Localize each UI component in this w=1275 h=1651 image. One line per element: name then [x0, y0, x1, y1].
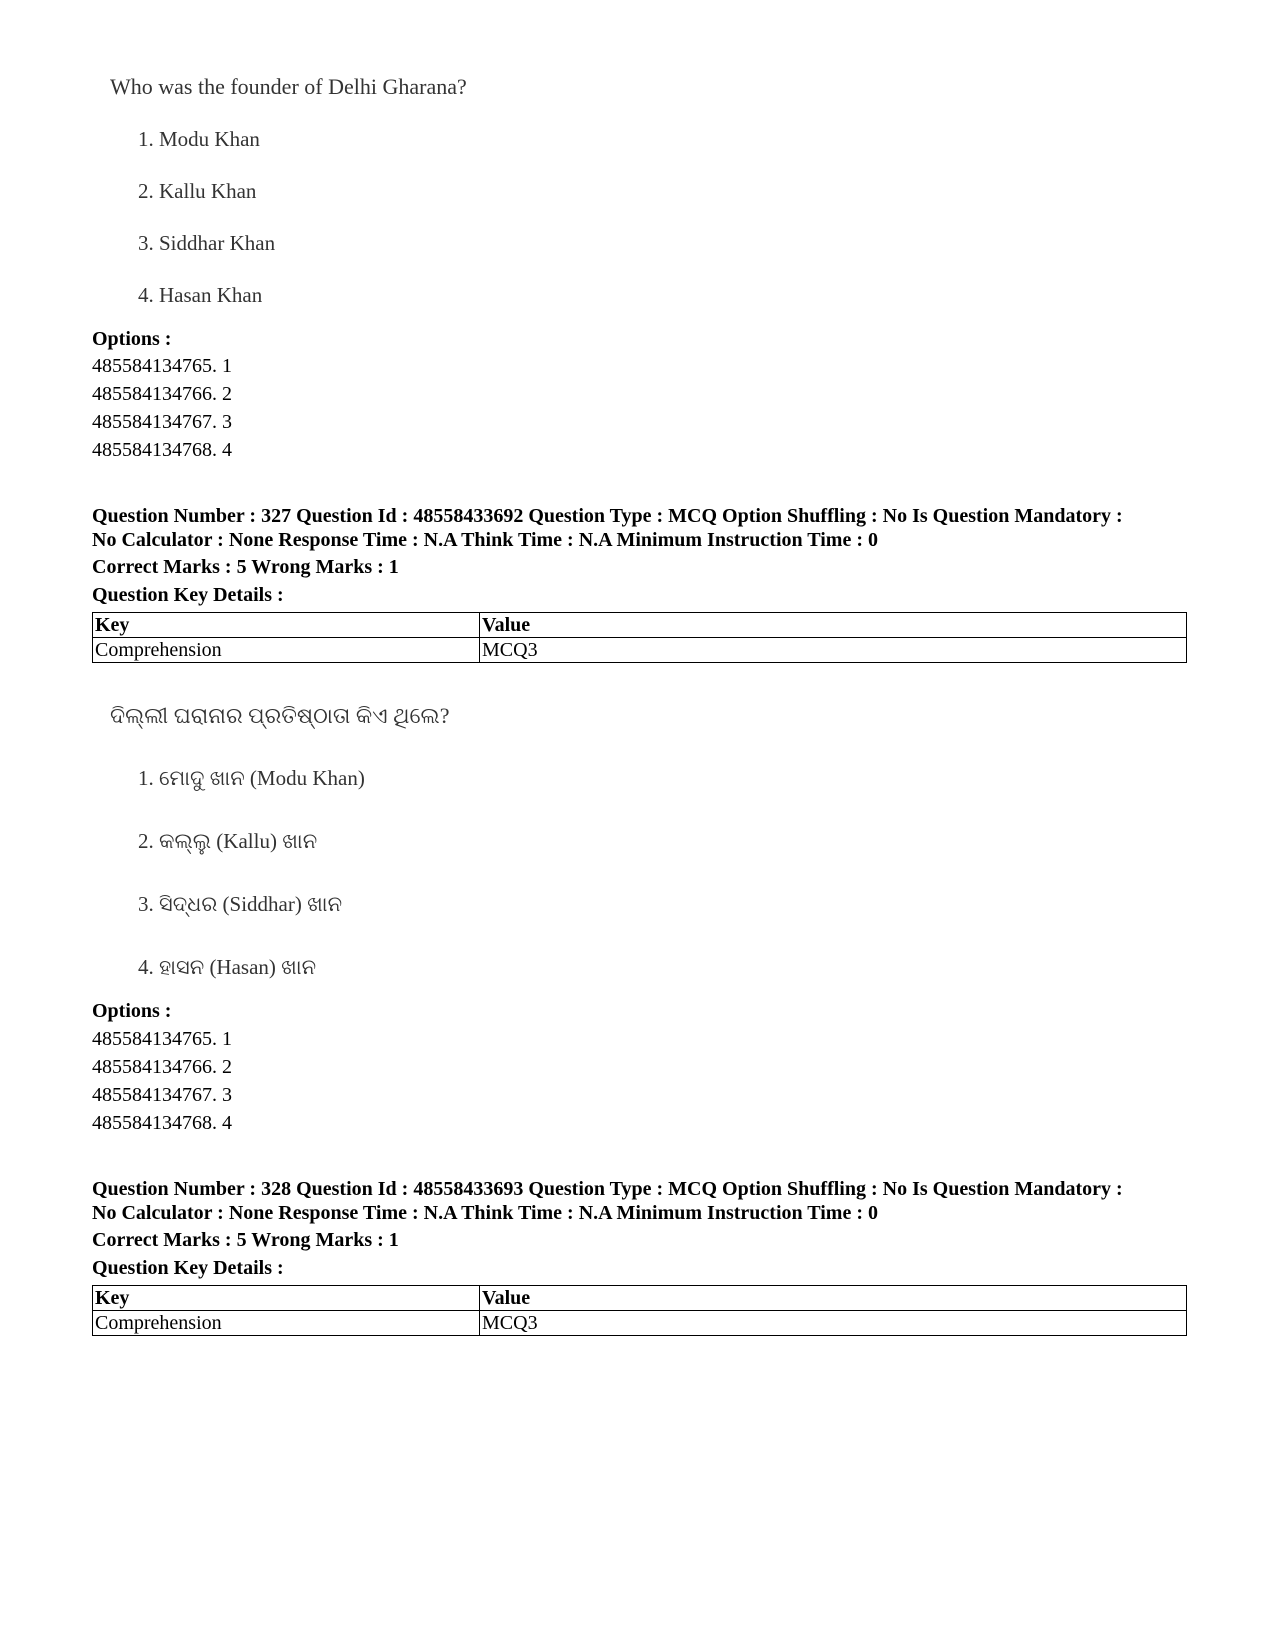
choice-2: 2. Kallu Khan [138, 179, 257, 203]
marks-327: Correct Marks : 5 Wrong Marks : 1 [92, 556, 399, 578]
key-cell: Comprehension [93, 638, 480, 663]
key-header: Key [93, 1286, 480, 1311]
key-details-label-328: Question Key Details : [92, 1257, 284, 1279]
choice-2-odia: 2. କଲ୍ଲୁ (Kallu) ଖାନ [138, 829, 318, 853]
question-meta-328: Question Number : 328 Question Id : 48558433693 Question Type : MCQ Option Shuffling : No Is Question Mandatory : [92, 1178, 1123, 1200]
choice-1: 1. Modu Khan [138, 127, 260, 151]
option-id-4: 485584134768. 4 [92, 439, 232, 461]
choice-4-odia: 4. ହାସନ (Hasan) ଖାନ [138, 955, 317, 979]
question-text-odia: ଦିଲ୍ଲୀ ଘରାନାର ପ୍ରତିଷ୍ଠାତା କିଏ ଥିଲେ? [110, 703, 450, 728]
option-id-4: 485584134768. 4 [92, 1112, 232, 1134]
key-details-table-328 [92, 1285, 1187, 1336]
option-id-2: 485584134766. 2 [92, 1056, 232, 1078]
option-id-3: 485584134767. 3 [92, 1084, 232, 1106]
question-meta-327: Question Number : 327 Question Id : 48558433692 Question Type : MCQ Option Shuffling : No Is Question Mandatory : [92, 505, 1123, 527]
choice-3: 3. Siddhar Khan [138, 231, 276, 255]
value-cell: MCQ3 [480, 638, 1187, 663]
question-meta-327-line2: No Calculator : None Response Time : N.A Think Time : N.A Minimum Instruction Time : 0 [92, 529, 878, 551]
question-meta-328-line2: No Calculator : None Response Time : N.A Think Time : N.A Minimum Instruction Time : 0 [92, 1202, 878, 1224]
options-label-327: Options : [92, 1000, 172, 1022]
value-header: Value [480, 1286, 1187, 1311]
question-text: Who was the founder of Delhi Gharana? [110, 74, 467, 99]
option-id-1: 485584134765. 1 [92, 1028, 232, 1050]
key-details-table-327 [92, 612, 1187, 663]
key-cell: Comprehension [93, 1311, 480, 1336]
choice-4: 4. Hasan Khan [138, 283, 263, 307]
choice-3-odia: 3. ସିଦ୍ଧର (Siddhar) ଖାନ [138, 892, 343, 916]
value-header: Value [480, 613, 1187, 638]
key-details-label-327: Question Key Details : [92, 584, 284, 606]
marks-328: Correct Marks : 5 Wrong Marks : 1 [92, 1229, 399, 1251]
choice-1-odia: 1. ମୋଦୁ ଖାନ (Modu Khan) [138, 766, 365, 790]
option-id-2: 485584134766. 2 [92, 383, 232, 405]
value-cell: MCQ3 [480, 1311, 1187, 1336]
key-header: Key [93, 613, 480, 638]
options-label: Options : [92, 328, 172, 350]
option-id-1: 485584134765. 1 [92, 355, 232, 377]
option-id-3: 485584134767. 3 [92, 411, 232, 433]
